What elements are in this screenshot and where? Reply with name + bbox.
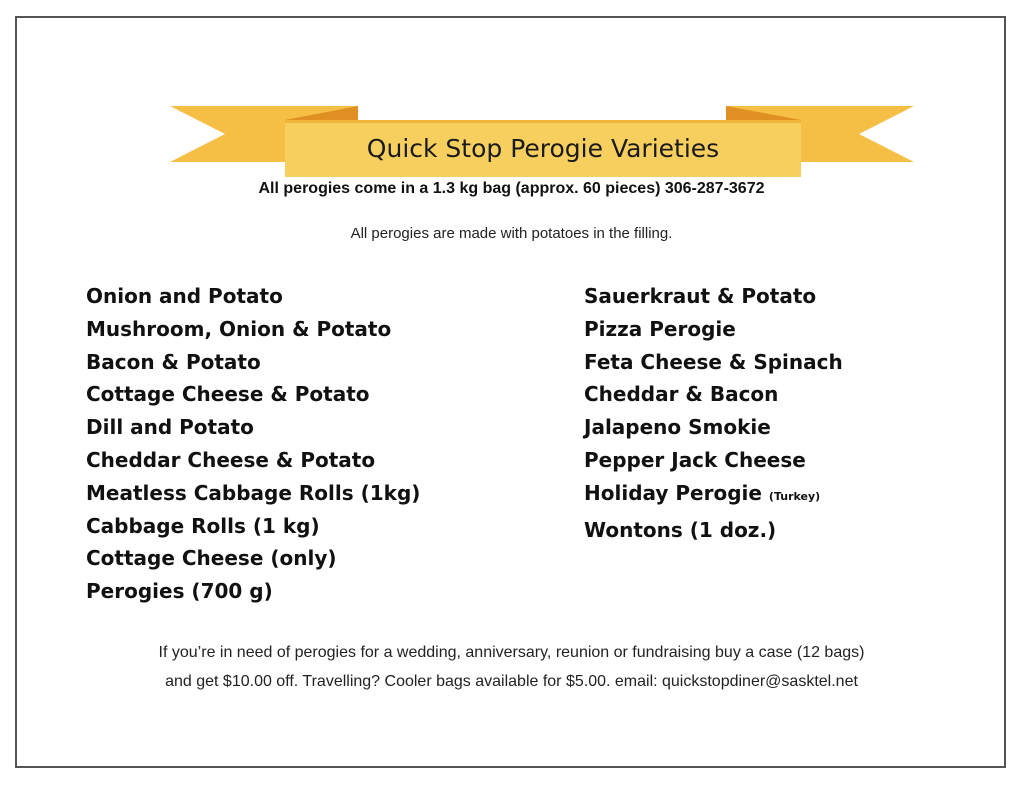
title-banner [170, 100, 914, 180]
varieties-list-left [86, 280, 420, 608]
list-item: Onion and Potato [86, 284, 283, 308]
footer-line: If you’re in need of perogies for a wedding, anniversary, reunion or fundraising buy a case (12 bags) [158, 644, 865, 661]
list-item-holiday [584, 477, 843, 514]
list-item: Cheddar & Bacon [584, 382, 779, 407]
varieties-list-right [584, 280, 843, 546]
list-item: Jalapeno Smokie [584, 415, 771, 440]
footer-line: and get $10.00 off. Travelling? Cooler bags available for $5.00. email: quickstopdiner@sasktel.net [165, 673, 858, 690]
list-item: Feta Cheese & Spinach [584, 349, 843, 374]
holiday-note: (Turkey) [768, 489, 821, 503]
footer-note [0, 638, 1023, 696]
list-item-label: Holiday Perogie [584, 480, 762, 505]
list-item: Pepper Jack Cheese [584, 447, 806, 472]
list-item: Cottage Cheese (only) [86, 546, 337, 571]
list-item: Mushroom, Onion & Potato [86, 316, 392, 341]
list-item: Perogies (700 g) [86, 579, 273, 604]
list-item: Dill and Potato [86, 415, 254, 440]
list-item: Meatless Cabbage Rolls (1kg) [86, 480, 421, 505]
list-item: Wontons (1 doz.) [584, 517, 777, 542]
bag-size-and-phone: All perogies come in a 1.3 kg bag (approx. 60 pieces) 306-287-3672 [258, 180, 765, 197]
list-item: Pizza Perogie [584, 316, 736, 341]
list-item: Bacon & Potato [86, 349, 261, 374]
list-item: Cabbage Rolls (1 kg) [86, 513, 320, 538]
filling-note: All perogies are made with potatoes in the filling. [350, 225, 673, 242]
list-item: Sauerkraut & Potato [584, 284, 817, 308]
list-item: Cottage Cheese & Potato [86, 382, 370, 407]
page-title: Quick Stop Perogie Varieties [366, 134, 720, 163]
list-item: Cheddar Cheese & Potato [86, 447, 376, 472]
